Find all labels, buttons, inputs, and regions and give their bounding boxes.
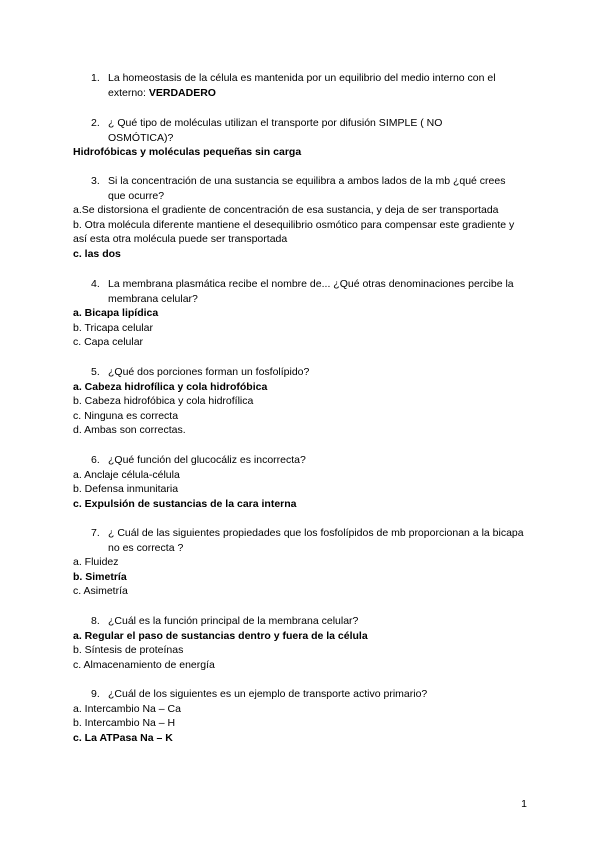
answer-option: b. Tricapa celular	[73, 321, 153, 334]
question-stem: ¿Cuál de los siguientes es un ejemplo de transporte activo primario?	[108, 688, 428, 700]
question-number: 8.	[91, 615, 100, 627]
question-2	[0, 116, 600, 160]
question-number: 2.	[91, 117, 100, 129]
answer-option: a. Cabeza hidrofílica y cola hidrofóbica	[73, 380, 268, 393]
answer-option: a.Se distorsiona el gradiente de concentración de esa sustancia, y deja de ser transportada	[73, 204, 499, 217]
answer-option: a. Intercambio Na – Ca	[73, 702, 181, 715]
answer-option: b. Simetría	[73, 570, 127, 583]
answer-option: a. Fluidez	[73, 556, 119, 569]
answer-option: b. Intercambio Na – H	[73, 717, 176, 730]
question-number: 9.	[91, 688, 100, 700]
question-6	[0, 453, 600, 511]
question-stem: ¿Qué función del glucocáliz es incorrecta?	[108, 454, 306, 466]
question-text	[0, 277, 600, 306]
answer-option: c. las dos	[73, 247, 121, 260]
question-4	[0, 277, 600, 350]
answer-option: Hidrofóbicas y moléculas pequeñas sin carga	[73, 146, 302, 159]
question-stem: La membrana plasmática recibe el nombre de... ¿Qué otras denominaciones percibe la membrana celular?	[108, 278, 514, 305]
question-text	[0, 453, 600, 468]
question-stem: ¿Qué dos porciones forman un fosfolípido?	[108, 366, 310, 378]
inline-answer: VERDADERO	[148, 86, 216, 99]
answer-option: a. Regular el paso de sustancias dentro y fuera de la célula	[73, 629, 368, 642]
question-7	[0, 526, 600, 599]
question-text	[0, 116, 600, 145]
answer-option: a. Bicapa lipídica	[73, 307, 159, 320]
question-text	[0, 687, 600, 702]
question-number: 4.	[91, 278, 100, 290]
answer-option: c. Expulsión de sustancias de la cara interna	[73, 497, 297, 510]
page-number: 1	[521, 798, 527, 810]
answer-option: c. Capa celular	[73, 336, 144, 349]
question-stem: ¿ Qué tipo de moléculas utilizan el transporte por difusión SIMPLE ( NO OSMÓTICA)?	[108, 117, 443, 144]
question-text	[0, 365, 600, 380]
question-8	[0, 614, 600, 672]
question-stem: ¿ Cuál de las siguientes propiedades que los fosfolípidos de mb proporcionan a la bicapa no es correcta ?	[108, 527, 524, 554]
answer-option: d. Ambas son correctas.	[73, 424, 186, 437]
question-stem: Si la concentración de una sustancia se equilibra a ambos lados de la mb ¿qué crees que ocurre?	[108, 175, 506, 202]
question-text	[0, 614, 600, 629]
question-stem: ¿Cuál es la función principal de la membrana celular?	[108, 615, 359, 627]
answer-option: c. Almacenamiento de energía	[73, 658, 215, 671]
question-number: 7.	[91, 527, 100, 539]
answer-option: c. Ninguna es correcta	[73, 409, 179, 422]
answer-option: a. Anclaje célula-célula	[73, 468, 180, 481]
question-1	[0, 71, 600, 100]
question-number: 3.	[91, 175, 100, 187]
question-number: 1.	[91, 72, 100, 84]
question-number: 6.	[91, 454, 100, 466]
question-3	[0, 174, 600, 262]
question-stem: La homeostasis de la célula es mantenida por un equilibrio del medio interno con el externo:	[108, 72, 496, 99]
question-number: 5.	[91, 366, 100, 378]
question-9	[0, 687, 600, 745]
question-text	[0, 526, 600, 555]
answer-option: b. Cabeza hidrofóbica y cola hidrofílica	[73, 395, 254, 408]
answer-option: c. Asimetría	[73, 585, 128, 598]
answer-option: b. Otra molécula diferente mantiene el desequilibrio osmótico para compensar este gradiente y así esta otra molécula puede ser transportada	[73, 218, 515, 246]
question-5	[0, 365, 600, 438]
answer-option: b. Síntesis de proteínas	[73, 644, 184, 657]
question-text	[0, 174, 600, 203]
answer-option: b. Defensa inmunitaria	[73, 483, 179, 496]
answer-option: c. La ATPasa Na – K	[73, 731, 173, 744]
question-text	[0, 71, 600, 100]
